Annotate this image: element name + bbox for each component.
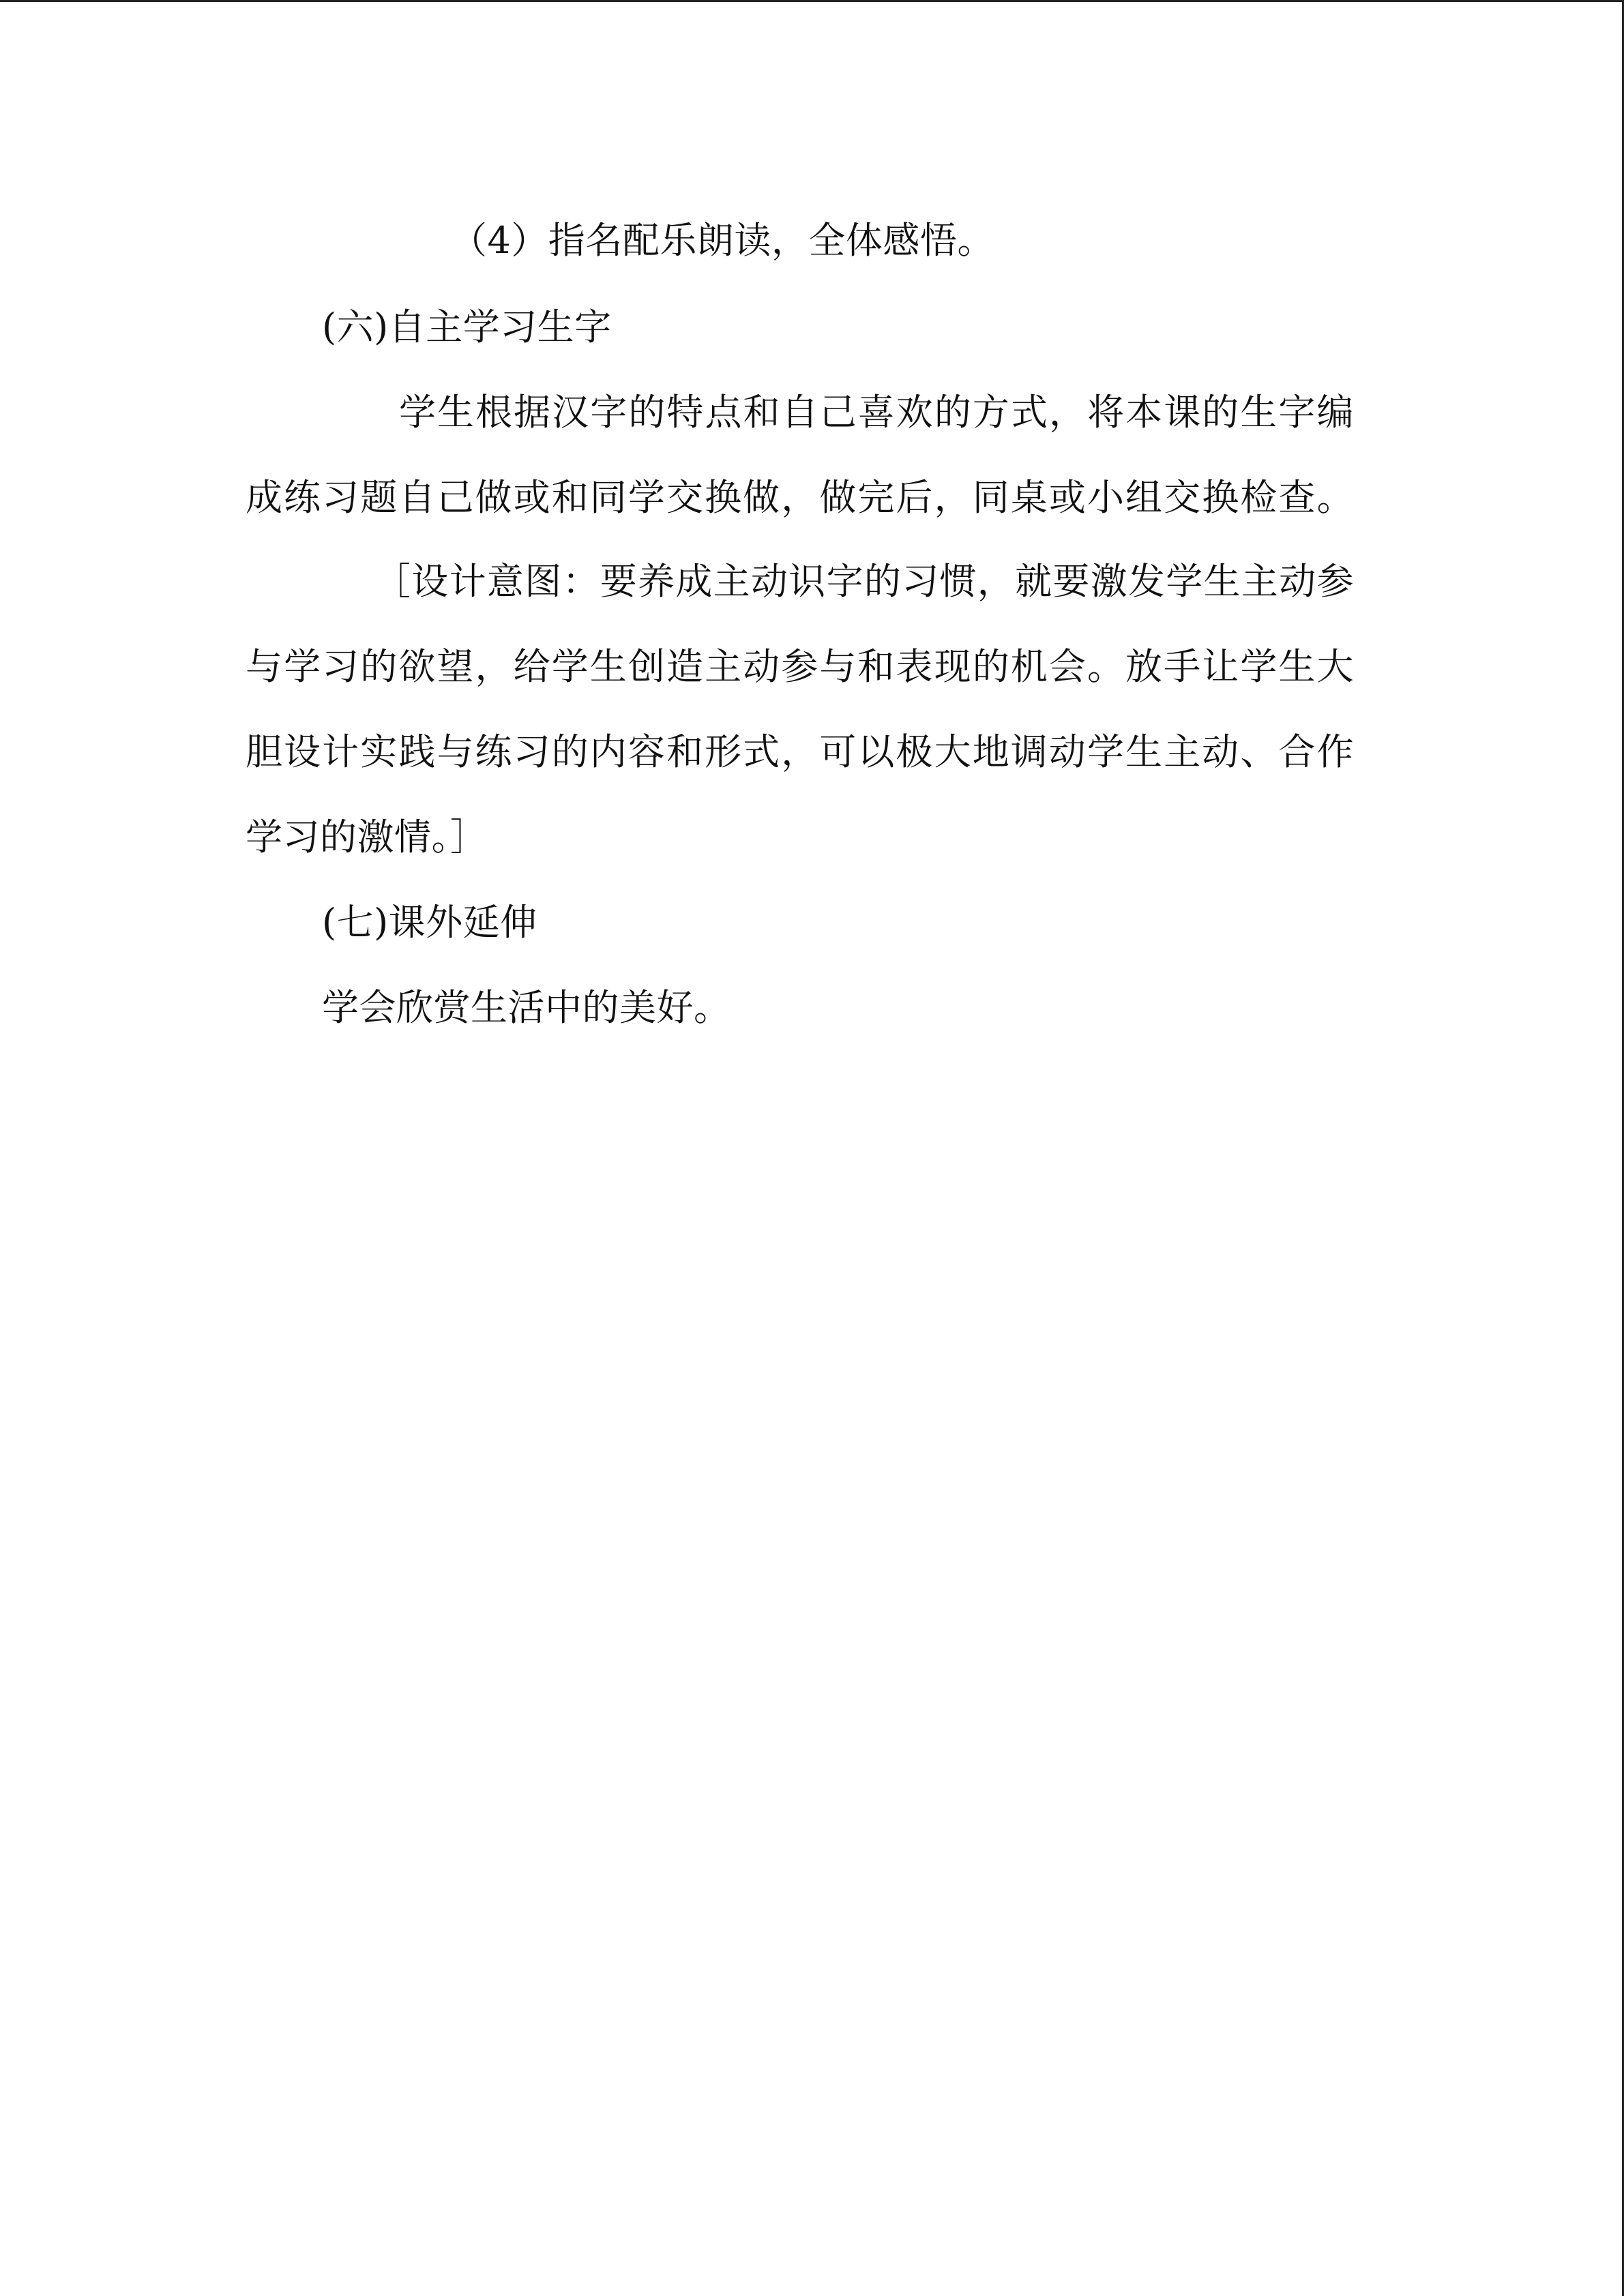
extension-paragraph: 学会欣赏生活中的美好。 [322,986,731,1029]
paragraph-line-1: 学生根据汉字的特点和自己喜欢的方式，将本课的生字编 [399,391,1354,434]
design-intent-line-2: 与学习的欲望，给学生创造主动参与和表现的机会。放手让学生大 [246,645,1354,688]
design-intent-line-1: ［设计意图：要养成主动识字的习惯，就要激发学生主动参 [374,560,1354,603]
reading-step-line: （4）指名配乐朗读，全体感悟。 [450,219,994,262]
section-six-heading: (六)自主学习生字 [322,305,612,348]
design-intent-line-4: 学习的激情。］ [246,816,488,859]
section-seven-heading: (七)课外延伸 [322,901,537,944]
design-intent-line-3: 胆设计实践与练习的内容和形式，可以极大地调动学生主动、合作 [246,730,1354,773]
paragraph-line-2: 成练习题自己做或和同学交换做，做完后，同桌或小组交换检查。 [246,476,1354,519]
